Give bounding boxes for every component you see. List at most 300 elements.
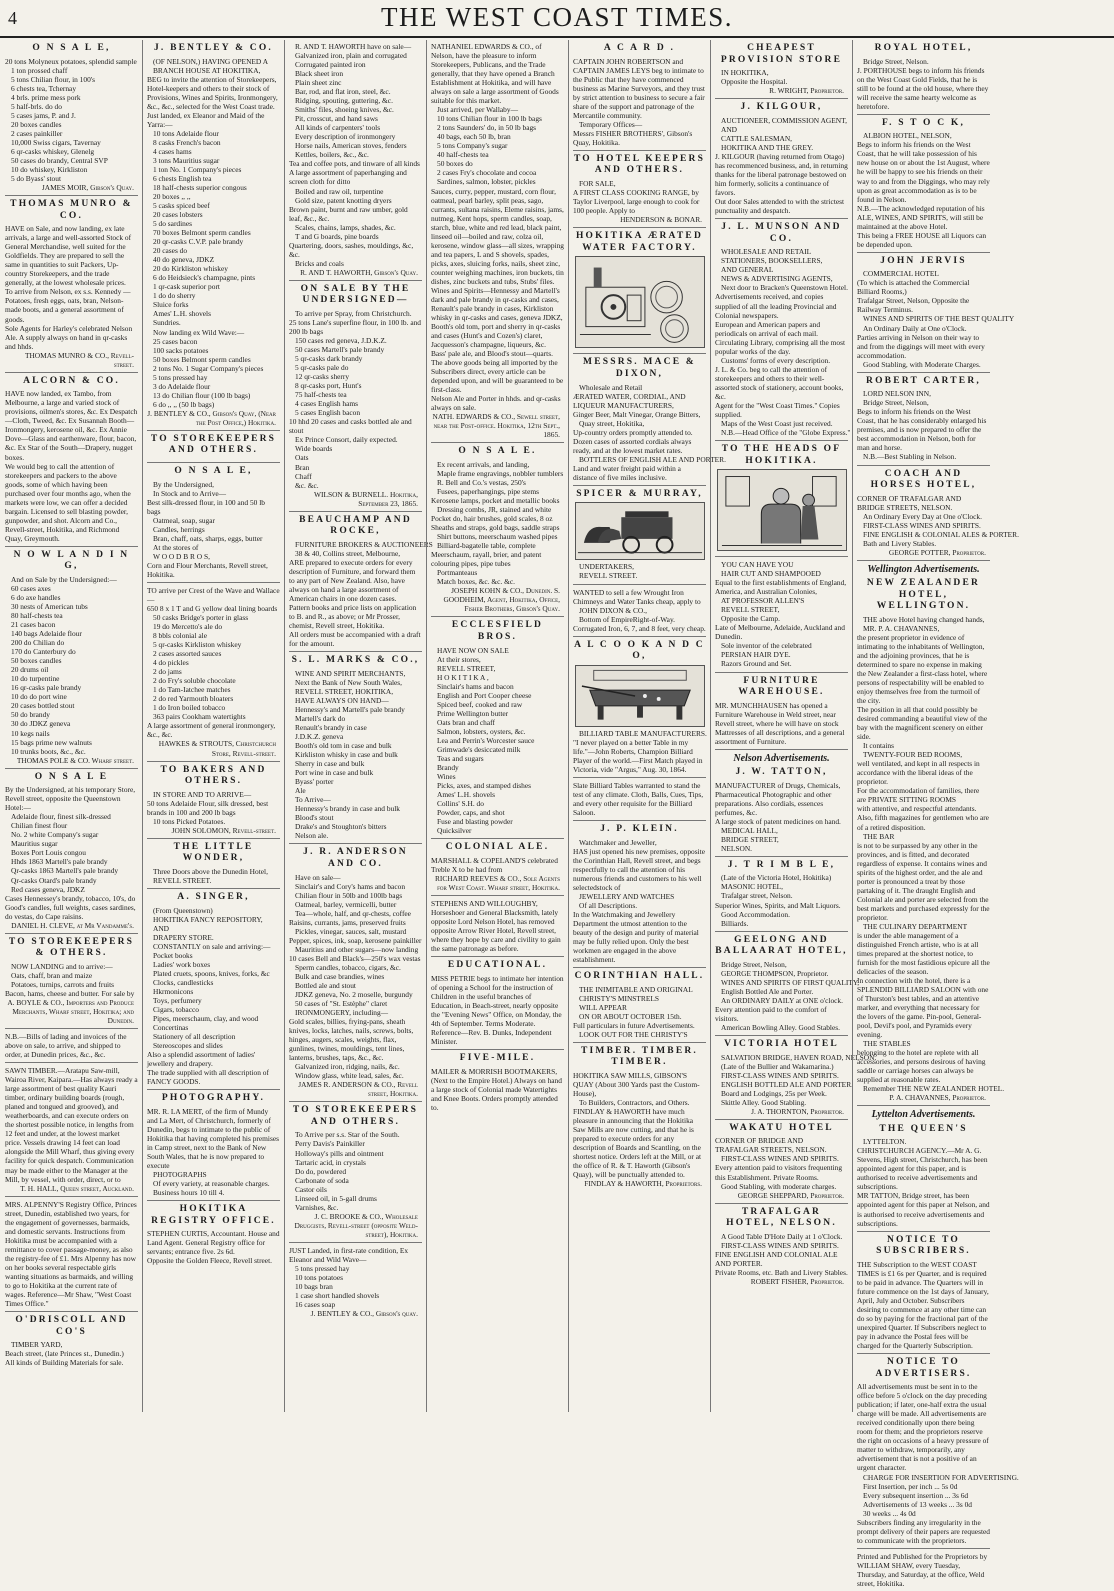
ad-text-line: Brandy xyxy=(437,763,459,773)
column-6 xyxy=(712,40,877,1412)
ad-text-line: 150 cases red geneva, J.D.K.Z. xyxy=(295,336,387,346)
ad-text-line: Corrugated Iron, 6, 7, and 8 feet, very cheap. xyxy=(573,623,706,633)
ad-heading-o-n-s-a-l-e: O N S A L E. xyxy=(458,446,537,457)
ad-text-line: BEG to invite the attention of Storekeepers, Hotel-keepers and others to their stock of Provisions, Wines and Spirits, Ironmongery, &c., &c., selected for the West Coast trade. xyxy=(147,74,278,111)
ad-text-line: 18 half-chests superior congous xyxy=(153,183,247,193)
ad-text-line: 12 qr-casks sherry xyxy=(295,372,350,382)
ad-text-line: 30 nests of American tubs xyxy=(11,602,88,612)
ad-text-line: 5 tons Company's sugar xyxy=(437,141,508,151)
ad-signature: THOMAS MUNRO & CO., Revell-street. xyxy=(24,350,134,369)
ad-text-line: YOU CAN HAVE YOU xyxy=(721,560,794,570)
advertisement xyxy=(857,43,990,115)
ad-text-line: Smiths' files, shoeing knives, &c. xyxy=(295,105,394,115)
ad-text-line: Varnishes, &c. xyxy=(295,1202,339,1212)
ad-text-line: 5 casks spiced beef xyxy=(153,201,210,211)
ad-text-line: ENGLISH BOTTLED ALE AND PORTER. xyxy=(721,1079,853,1089)
ad-text-line: Plain sheet zinc xyxy=(295,78,342,88)
ad-text-line: Ames' L.H. shovels xyxy=(153,309,211,319)
ad-text-line: 10,000 Swiss cigars, Tavernay xyxy=(11,137,101,147)
ad-text-line: 50 do brandy xyxy=(11,710,50,720)
advertisement xyxy=(857,1235,990,1354)
ad-text-line: Wines and Spirits—Hennessy and Martell's dark and pale brandy in qr-casks and cases, Renault's pale brandy in cases, Kirkliston whisky in qr-casks and cases, geneva JDKZ, Booth's old tom, port and sherry in qr-casks and cases (Hunt's and Cozen's) claret, Jacquesson's champagne, liqueurs, &c. xyxy=(431,285,563,350)
ad-heading-to-hotel-keepers-and-others: TO HOTEL KEEPERS AND OTHERS. xyxy=(573,153,706,176)
ad-text-line: To arrive per Spray, from Christchurch. xyxy=(295,308,412,318)
ad-text-line: Potatoes, turnips, carrots and fruits xyxy=(11,979,115,989)
ad-text-line: Opposite the Camp. xyxy=(721,614,780,624)
ad-text-line: Tea—whole, half, and qr-chests, coffee xyxy=(295,908,411,918)
ad-text-line: N.B.—Head Office of the "Globe Express." xyxy=(721,427,851,437)
ad-signature: JOSEPH KOHN & CO., Dunedin. S. GOODHEIM, Agent, Hokitika, Office, Fisher Brothers, Gibson's Quay. xyxy=(443,586,560,614)
ad-heading-messrs-mace-dixon: MESSRS. MACE & DIXON, xyxy=(583,357,696,379)
ad-text-line: BILLIARD TABLE MANUFACTURERS. xyxy=(579,728,707,738)
advertisement xyxy=(857,1109,990,1231)
advertisement xyxy=(431,899,564,957)
ad-text-line: 10 bags bran xyxy=(295,1281,333,1291)
masthead xyxy=(0,0,1114,38)
ad-text-line: LYTTELTON. xyxy=(863,1137,907,1147)
ad-text-line: 5 cases jams, P. and J. xyxy=(11,110,76,120)
ad-text-line: Quay street, Hokitika, xyxy=(579,418,645,428)
ad-signature: DANIEL H. CLEVE, at Mr Vandamme's. xyxy=(11,920,134,930)
advertisement xyxy=(147,1093,280,1201)
ad-text-line: NATHANIEL EDWARDS & CO., of Nelson, have the pleasure to inform Storekeepers, Publicans, and the Trade generally, that they have opened a Branch Establishment at Hokitika, and will have always on sale a large assortment of Goods suitable for this market. xyxy=(431,42,559,106)
ad-text-line: An ORDINARY DAILY at ONE o'clock. xyxy=(721,995,843,1005)
ad-text-line: Bulk and case brandies, wines xyxy=(295,971,385,981)
ad-text-line: Clocks, candlesticks xyxy=(153,977,214,987)
ad-signature: JAMES MOIR, Gibson's Quay. xyxy=(41,183,134,193)
ad-text-line: Next the Bank of New South Wales, xyxy=(295,677,403,687)
ad-heading-beauchamp-and-rocke: BEAUCHAMP AND ROCKE, xyxy=(299,514,412,537)
ad-text-line: Billiards. xyxy=(721,918,749,928)
ad-text-line: Dressing combs, JR, stained and white xyxy=(437,505,552,515)
advertisement xyxy=(5,1032,138,1063)
ad-text-line: IN HOKITIKA, xyxy=(721,68,769,78)
ad-text-line: FIRST-CLASS WINES AND SPIRITS. xyxy=(721,1240,839,1250)
ad-text-line: Quicksilver xyxy=(437,826,472,836)
ad-text-line: FINDLAY & HAWORTH have much pleasure in announcing that the Hokitika Saw Mills are now cutting, and that he is prepared to execute orders for any description of Boards and Scantling, on the shortest notice. Orders left at the Mill, or at the office of R. & T. Haworth (Gibson's Quay), will be punctually attended to. xyxy=(573,1107,702,1180)
ad-text-line: 2 tons Saunders' do, in 50 lb bags xyxy=(437,123,537,133)
ad-text-line: TO arrive per Crest of the Wave and Wallace— xyxy=(147,585,280,604)
ad-text-line: BOTTLERS OF ENGLISH ALE AND PORTER. xyxy=(579,454,726,464)
ad-heading-furniture-warehouse: FURNITURE WAREHOUSE. xyxy=(738,675,825,698)
ad-text-line: Superior Wines, Spirits, and Malt Liquors. xyxy=(715,900,841,910)
column-rule xyxy=(284,40,285,1412)
ad-text-line: 16 qr-casks pale brandy xyxy=(11,683,82,693)
ad-text-line: Pit, crosscut, and hand saws xyxy=(295,114,378,124)
ad-text-line: well ventilated, and kept in all respects in accordance with the liberal ideas of the proprietor. xyxy=(857,759,980,787)
advertisement xyxy=(431,42,564,443)
ad-text-line: H O K I T I K A , xyxy=(437,672,489,682)
ad-text-line: STEPHENS AND WILLOUGHBY, Horseshoer and General Blacksmith, lately opposite Lord Nelson Hotel, has removed opposite Arrow River Hotel, Revell street, where they hope by care and civility to gain the same patronage as before. xyxy=(431,899,561,954)
ad-signature: P. A. CHAVANNES, Proprietor. xyxy=(889,1093,986,1103)
ad-text-line: Have on sale— xyxy=(295,872,341,882)
ad-text-line: By the Undersigned, xyxy=(153,479,214,489)
ad-text-line: 6 chests tea, Tchernay xyxy=(11,83,77,93)
column-rule xyxy=(426,40,427,1412)
ad-text-line: 40 do geneva, JDKZ xyxy=(153,255,215,265)
ad-text-line: A large stock of patent medicines on hand. xyxy=(715,816,841,826)
ad-text-line: 3 tons Mauritius sugar xyxy=(153,155,220,165)
ad-text-line: Private Rooms, etc. Bath and Livery Stables. xyxy=(715,1267,848,1277)
ad-text-line: Grimwade's desiccated milk xyxy=(437,744,521,754)
advertisement xyxy=(715,934,860,1036)
ad-heading-coach-and-horses-hotel: COACH AND HORSES HOTEL, xyxy=(870,468,977,491)
ad-text-line: Advertisements received, and copies supplied of all the leading Provincial and Colonial newspapers. xyxy=(715,292,837,320)
ad-text-line: Opposite the Hospital. xyxy=(721,77,788,87)
ad-text-line: Land and water freight paid within a distance of five miles inclusive. xyxy=(573,463,681,482)
advertisement xyxy=(715,444,848,557)
ad-text-line: Corrugated painted iron xyxy=(295,60,366,70)
ad-text-line: 1 qr-cask superior port xyxy=(153,282,220,292)
advertisement xyxy=(289,1105,422,1243)
ad-text-line: Hennessy's and Martell's pale brandy xyxy=(295,704,405,714)
ad-text-line: Sheaths and straps, gold bags, saddle straps xyxy=(431,523,560,533)
advertisement xyxy=(147,842,280,889)
ad-heading-trafalgar-hotel-nelson: TRAFALGAR HOTEL, NELSON. xyxy=(726,1206,837,1229)
ad-text-line: FURNITURE BROKERS & AUCTIONEERS xyxy=(295,539,433,549)
ad-text-line: Pattern books and price lists on application to B. and R., as above; or Mr Prosser, chemist, Revell street, Hokitika. xyxy=(289,603,417,631)
ad-text-line: Every attention paid to visitors frequenting this Establishment. Private Rooms. xyxy=(715,1163,843,1182)
ad-text-line: Watchmaker and Jeweller, xyxy=(579,837,657,847)
ad-text-line: Agent for the "West Coast Times." Copies supplied. xyxy=(715,400,840,419)
ad-heading-geelong-and-ballaarat-hotel: GEELONG AND BALLAARAT HOTEL, xyxy=(715,934,848,957)
advertisement xyxy=(573,357,726,486)
ad-text-line: WANTED to sell a few Wrought Iron Chimneys and Water Tanks cheap, apply to xyxy=(573,587,701,606)
ad-text-line: 10 do whiskey, Kirkliston xyxy=(11,164,88,174)
ad-text-line: is under the able management of a distinguished French artiste, who is at all times prepared at the shortest notice, to furnish for the most fastidious epicure all the delicacies of the season. xyxy=(857,930,990,977)
ad-text-line: 20 cases lobsters xyxy=(153,210,203,220)
ad-text-line: Good Stabling, with moderate charges. xyxy=(721,1181,837,1191)
ad-signature: HENDERSON & BONAR. xyxy=(620,215,702,225)
ad-text-line: CORNER OF BRIDGE AND TRAFALGAR STREETS, NELSON. xyxy=(715,1136,827,1155)
ad-heading-j-p-klein: J. P. KLEIN. xyxy=(600,824,679,835)
advertisement xyxy=(857,376,990,466)
ad-text-line: LORD NELSON INN, xyxy=(863,389,931,399)
ad-text-line: Ex Prince Consort, daily expected. xyxy=(295,435,398,445)
ad-text-line: Printed and Published for the Proprietors by WILLIAM SHAW, every Tuesday, Thursday, and Saturday, at the office, Weld street, Hokitika. xyxy=(857,1551,988,1588)
ad-heading-o-driscoll-and-co-s: O'DRISCOLL AND CO'S xyxy=(15,1314,128,1337)
ad-heading-j-bentley-co: J. BENTLEY & CO. xyxy=(153,43,274,53)
ad-text-line: Mauritius and other sugars—now landing xyxy=(295,944,419,954)
ad-text-line: Boxes Port Louis congou xyxy=(11,848,86,858)
advertisement xyxy=(147,43,280,431)
ad-text-line: Customs' forms of every description. xyxy=(721,355,831,365)
column-1 xyxy=(2,40,141,1412)
ad-heading-s-l-marks-co: S. L. MARKS & CO., xyxy=(291,655,420,666)
ad-text-line: Pocket do, hair brushes, gold scales, 8 oz xyxy=(431,514,553,524)
ad-text-line: 6 qr-casks whiskey, Glenelg xyxy=(11,146,95,156)
ad-text-line: NEWS & ADVERTISING AGENTS, xyxy=(721,274,833,284)
ad-text-line: UNDERTAKERS, xyxy=(579,562,635,572)
ad-text-line: Bridge Street, Nelson. xyxy=(863,56,929,66)
ad-text-line: In Stock and to Arrive— xyxy=(153,488,227,498)
ad-text-line: HOKITIKA SAW MILLS, GIBSON'S QUAY (About 300 Yards past the Custom-House), xyxy=(573,1071,700,1099)
advertisement xyxy=(147,765,280,839)
advertisement xyxy=(573,43,706,151)
ad-text-line: Drake's and Stoughton's bitters xyxy=(295,822,387,832)
ad-text-line: Just landed, ex Eleanor and Maid of the Yarra:— xyxy=(147,110,265,129)
ad-text-line: 6 chests English tea xyxy=(153,173,212,183)
ad-text-line: 19 do Mercetto's ale do xyxy=(153,622,223,632)
ad-heading-colonial-ale: COLONIAL ALE. xyxy=(445,842,550,853)
advertisement xyxy=(715,1039,877,1120)
ad-text-line: An Ordinary Every Day at One o'Clock. xyxy=(863,511,982,521)
barber-illustration xyxy=(717,469,847,551)
ad-text-line: It contains xyxy=(863,741,894,751)
ad-signature: ROBERT FISHER, Proprietor. xyxy=(750,1276,844,1286)
ad-text-line: Equal to the first establishments of England, America, and Australian Colonies, xyxy=(715,578,847,597)
ad-text-line: 50 cases Martell's pale brandy xyxy=(295,345,385,355)
ad-text-line: 1 case short handled shovels xyxy=(295,1290,380,1300)
ad-text-line: with attentive, and respectful attendants. xyxy=(857,804,977,814)
ad-text-line: NOW LANDING and to arrive:— xyxy=(11,961,113,971)
ad-text-line: MISS PETRIE begs to intimate her intention of opening a School for the instruction of Children in the useful branches of Education, in Beach-street, nearly opposite the "Evening News" Office, on Monday, the 4th of September. Terms Moderate. Reference—Rev. B. Dunks, Independent Minister. xyxy=(431,973,564,1046)
ad-text-line: Oatmeal, barley, vermicelli, butter xyxy=(295,899,397,909)
advertisement xyxy=(857,563,1005,1107)
ad-text-line: WINES AND SPIRITS OF THE BEST QUALITY xyxy=(863,314,1015,324)
ad-text-line: 6 do Heidsieck's champagne, pints xyxy=(153,273,256,283)
ad-text-line: Red cases geneva, JDKZ xyxy=(11,884,85,894)
ad-text-line: Ale xyxy=(295,786,306,796)
ad-text-line: To Arrive— xyxy=(295,795,331,805)
ad-text-line: R. AND T. HAWORTH have on sale— xyxy=(295,42,412,51)
ad-text-line: Razors Ground and Set. xyxy=(721,659,792,669)
ad-text-line: N.B.—Bills of lading and invoices of the above on sale, to arrive, and shipped to order, at Dunedin prices, &c., &c. xyxy=(5,1032,127,1060)
ad-text-line: Bran, chaff, oats, sharps, eggs, butter xyxy=(153,533,263,543)
ad-text-line: All kinds of Building Materials for sale. xyxy=(5,1358,124,1368)
ad-text-line: Meerschaum, rayall, brier, and patent colouring pipes, pipe tubes xyxy=(431,550,542,569)
ad-text-line: Fuse and blasting powder xyxy=(437,817,513,827)
ad-text-line: GEORGE THOMPSON, Proprietor. xyxy=(721,968,829,978)
ad-text-line: CONSTANTLY on sale and arriving:— xyxy=(153,941,271,951)
ad-text-line: 40 bags, each 50 lb, bran xyxy=(437,132,511,142)
ad-text-line: 10 kegs nails xyxy=(11,728,50,738)
column-rule xyxy=(710,40,711,1412)
ad-text-line: Prime Wellington butter xyxy=(437,708,509,718)
ad-text-line: CORNER OF TRAFALGAR AND BRIDGE STREETS, NELSON. xyxy=(857,493,962,512)
ad-text-line: REVELL STREET, HOKITIKA, xyxy=(295,686,394,696)
ad-text-line: ARE prepared to execute orders for every description of Furniture, and forward them to any part of New Zealand. Also, have always on hand a large assortment of American chairs in one dozen cases. xyxy=(289,557,416,603)
ad-heading-robert-carter: ROBERT CARTER, xyxy=(866,375,981,386)
ad-signature: R. AND T. HAWORTH, Gibson's Quay. xyxy=(300,267,418,277)
ad-text-line: Sinclair's and Cory's hams and bacon xyxy=(295,881,406,891)
section-heading: Wellington Advertisements. xyxy=(867,563,980,575)
ad-text-line: The position in all that could possibly be desired commanding a beautiful view of the bay with the magnificent scenery on either side. xyxy=(857,705,988,742)
ad-text-line: At the stores of xyxy=(153,542,199,552)
ad-text-line: HAIR CUT AND SHAMPOOED xyxy=(721,569,821,579)
ad-text-line: HAVE on Sale, and now landing, ex late arrivals, a large and well-assorted Stock of General Merchandise, well suited for the Goldfields. They are prepared to sell the same in quantities to suit Packers, Up-country Storekeepers, and the trade generally, at the lowest wholesale prices. xyxy=(5,224,132,288)
ad-text-line: Maple frame engravings, nobbler tumblers xyxy=(437,468,564,478)
ad-text-line: Chilian flour in 50lb and 100lb bags xyxy=(295,890,403,900)
ad-text-line: 30 weeks ... 4s 0d xyxy=(863,1508,916,1518)
ad-text-line: STATIONERS, BOOKSELLERS, xyxy=(721,256,823,266)
ad-heading-j-t-r-i-m-b-l-e: J. T R I M B L E, xyxy=(727,859,836,870)
ad-text-line: Best silk-dressed flour, in 100 and 50 lb bags xyxy=(147,497,265,516)
ad-text-line: 5 do Byass' stout xyxy=(11,173,61,183)
ad-text-line: WINES AND SPIRITS OF FIRST QUALITY, xyxy=(721,977,860,987)
ad-text-line: Sole Agents for Harley's celebrated Nelson Ale. A supply always on hand in qr-casks and hhds. xyxy=(5,323,133,351)
ad-text-line: Pocket books xyxy=(153,950,193,960)
ad-signature: NATH. EDWARDS & CO., Sewell street, near the Post-office. Hokitika, 12th Sept., 1865. xyxy=(432,412,560,440)
ad-text-line: THE INIMITABLE AND ORIGINAL xyxy=(579,984,693,994)
ad-text-line: NELSON. xyxy=(721,843,752,853)
ad-text-line: Advertisements of 13 weeks ... 3s 0d xyxy=(863,1499,972,1509)
ad-text-line: Chilian finest flour xyxy=(11,821,68,831)
ad-heading-the-queen-s: THE QUEEN'S xyxy=(879,1123,968,1134)
ad-text-line: And on Sale by the Undersigned:— xyxy=(11,574,117,584)
ad-heading-timber-timber-timber: TIMBER. TIMBER. TIMBER. xyxy=(580,1045,699,1068)
ad-text-line: All orders must be accompanied with a draft for the amount. xyxy=(289,630,421,649)
advertisement xyxy=(289,514,433,653)
advertisement xyxy=(431,620,564,839)
ad-text-line: Do do, powdered xyxy=(295,1166,347,1176)
ad-signature: RICHARD REEVES & CO., Sole Agents for West Coast. Wharf street, Hokitika. xyxy=(434,873,560,892)
ad-text-line: PHOTOGRAPHS xyxy=(153,1170,207,1180)
ad-text-line: Candles, herrings xyxy=(153,524,205,534)
ad-heading-to-bakers-and-others: TO BAKERS AND OTHERS. xyxy=(160,764,267,787)
ad-text-line: Port wine in case and bulk xyxy=(295,768,374,778)
advertisement xyxy=(715,1207,848,1289)
advertisement xyxy=(5,772,138,934)
ad-text-line: Stereoscopes and slides xyxy=(153,1041,223,1051)
ad-text-line: Nelson ale. xyxy=(295,831,329,841)
ad-text-line: 50 boxes do xyxy=(437,159,473,169)
ad-signature: J. A. THORNTON, Proprietor. xyxy=(751,1106,844,1116)
ad-text-line: 4 do pickles xyxy=(153,658,189,668)
ad-text-line: THE CULINARY DEPARTMENT xyxy=(863,921,968,931)
ad-text-line: 1 do Tam-Iatchee matches xyxy=(153,685,231,695)
advertisement xyxy=(431,446,564,617)
ad-text-line: JDKZ geneva, No. 2 moselle, burgundy xyxy=(295,989,413,999)
advertisement xyxy=(5,43,138,196)
advertisement xyxy=(573,971,706,1043)
ad-heading-hokitika-registry-office: HOKITIKA REGISTRY OFFICE. xyxy=(151,1204,276,1226)
ad-text-line: WHOLESALE AND RETAIL xyxy=(721,247,812,257)
ad-text-line: IRONMONGERY, including— xyxy=(295,1007,389,1017)
ad-text-line: Circulating Library, comprising all the most popular works of the day. xyxy=(715,337,846,356)
advertisement xyxy=(715,222,851,441)
ad-text-line: Every description of ironmongery xyxy=(295,132,396,142)
advertisement xyxy=(857,1357,1019,1549)
billiard-illustration xyxy=(575,665,705,727)
ad-text-line: 20 tons Molyneux potatoes, splendid sample xyxy=(5,56,137,66)
ad-text-line: Collins' S.H. do xyxy=(437,799,484,809)
ad-text-line: Next door to Bracken's Queenstown Hotel. xyxy=(721,283,848,293)
ad-heading-o-n-s-a-l-e: O N S A L E, xyxy=(32,43,111,53)
ad-text-line: In the Watchmaking and Jewellery Department the utmost attention to the beauty of the design and purity of material may be fully relied upon. Only the best workmen are engaged in the above establishment. xyxy=(573,909,699,965)
ad-text-line: HOKITIKA AND THE GREY. xyxy=(721,142,814,152)
ad-text-line: 50 casks Bridge's porter in glass xyxy=(153,613,249,623)
ad-text-line: LOOK OUT FOR THE CHRISTY'S xyxy=(579,1029,688,1039)
ad-text-line: MR. P. A. CHAVANNES, xyxy=(863,623,940,633)
ad-heading-hokitika-rated-water-factory: HOKITIKA ÆRATED WATER FACTORY. xyxy=(575,231,704,253)
ad-text-line: 16 cases soap xyxy=(295,1300,336,1310)
ad-heading-educational: EDUCATIONAL. xyxy=(447,960,548,971)
ad-text-line: 10 do do port wine xyxy=(11,692,67,702)
ad-text-line: Begs to inform his friends on the West Coast, that he will take possession of his new house on or about the 1st August, where he will be happy to see his friends on their way to and from the Diggings, who may rely upon as great accommodation as is to be found in Nelson. xyxy=(857,140,990,204)
ad-text-line: Perry Davis's Painkiller xyxy=(295,1139,365,1149)
ad-text-line: 80 half-chests tea xyxy=(11,611,63,621)
ad-text-line: 5 tons pressed hay xyxy=(295,1263,350,1273)
ad-text-line: REVELL STREET. xyxy=(153,876,212,886)
ad-text-line: Mauritius sugar xyxy=(11,839,58,849)
ad-text-line: 10 trunks boots, &c., &c. xyxy=(11,746,86,756)
advertisement xyxy=(857,118,990,253)
ad-text-line: Beach street, (late Princes st., Dunedin.) xyxy=(5,1349,124,1359)
ad-signature: WILSON & BURNELL. Hokitika, September 23, 1865. xyxy=(314,489,418,508)
ad-text-line: Bricks and coals xyxy=(295,258,344,268)
ad-text-line: Oats xyxy=(295,453,309,463)
ad-text-line: 2 cases Fry's chocolate and cocoa xyxy=(437,168,537,178)
ad-text-line: REVELL STREET, xyxy=(721,605,780,615)
ad-text-line: At their stores, xyxy=(437,654,481,664)
ad-text-line: Teas and sugars xyxy=(437,754,484,764)
ad-text-line: IN STORE AND TO ARRIVE— xyxy=(153,789,252,799)
advertisement xyxy=(5,1200,138,1312)
ad-text-line: Cigars, tobacco xyxy=(153,1004,199,1014)
ad-text-line: 10 tons Adelaide flour xyxy=(153,128,219,138)
ad-text-line: Spiced beef, cooked and raw xyxy=(437,699,523,709)
ad-text-line: BRANCH HOUSE AT HOKITIKA, xyxy=(153,65,261,75)
ad-text-line: JEWELLERY AND WATCHES xyxy=(579,891,675,901)
advertisement xyxy=(5,199,138,373)
advertisement xyxy=(715,676,848,750)
ad-text-line: Horse nails, American stoves, fenders xyxy=(295,141,407,151)
ad-text-line: Martell's dark do xyxy=(295,713,346,723)
ad-text-line: MEDICAL HALL, xyxy=(721,825,778,835)
ad-text-line: 6 do axe handles xyxy=(11,593,61,603)
ad-text-line: Oats, chaff, bran and maize xyxy=(11,970,93,980)
ad-heading-wakatu-hotel: WAKATU HOTEL xyxy=(729,1122,834,1133)
ad-text-line: Bar, rod, and flat iron, steel, &c. xyxy=(295,87,391,97)
newspaper-title: THE WEST COAST TIMES. xyxy=(380,2,734,32)
ad-text-line: HAVE now landed, ex Tambo, from Melbourne, a large and varied stock of provisions, oilmen's stores, &c. Ex Despatch—Cloth, Tweed, &c. Ex Susannah Booth—Ironmongery, kerosene oil, &c. Ex Annie Dove—Glass and earthenware, flour, bacon, &c. Ex Star of the South—Drapery, nugget boxes. xyxy=(5,389,138,462)
ad-text-line: Salmon, lobsters, oysters, &c. xyxy=(437,726,526,736)
ad-text-line: HAVE ALWAYS ON HAND— xyxy=(295,695,389,705)
ad-text-line: Ex recent arrivals, and landing, xyxy=(437,459,530,469)
ad-text-line: Messrs FISHER BROTHERS', Gibson's Quay, Hokitika. xyxy=(573,128,693,147)
advertisement xyxy=(289,1246,422,1321)
ad-text-line: Quartering, doors, sashes, mouldings, &c, &c. xyxy=(289,240,414,259)
ad-text-line: Trafalgar street, Nelson. xyxy=(721,891,793,901)
ad-text-line: Opposite the Golden Fleece, Revell street. xyxy=(147,1256,272,1266)
ad-heading-royal-hotel: ROYAL HOTEL, xyxy=(874,43,973,53)
ad-heading-o-n-s-a-l-e: O N S A L E, xyxy=(174,466,253,477)
ad-signature: A. BOYLE & CO., Importers and Produce Merchants, Wharf street, Hokitika; and Dunedin. xyxy=(7,997,134,1026)
ad-text-line: Up-country orders promptly attended to. Dozen cases of assorted cordials always ready, and at the lowest market rates. xyxy=(573,427,693,455)
ad-text-line: Hhds 1863 Martell's pale brandy xyxy=(11,857,108,867)
ad-text-line: All kinds of carpenters' tools xyxy=(295,123,381,133)
ad-text-line: Match boxes, &c. &c. &c. xyxy=(437,577,515,587)
ad-text-line: MR TATTON, Bridge street, has been appointed agent for this paper at Nelson, and is authorised to receive advertisements and subscriptions. xyxy=(857,1191,990,1228)
ad-text-line: TWENTY-FOUR BED ROOMS, xyxy=(863,750,963,760)
ad-text-line: FOR SALE, xyxy=(579,179,616,189)
ad-text-line: ÆRATED WATER, CORDIAL, AND LIQUEUR MANUFACTURERS, xyxy=(573,391,686,410)
ad-text-line: DRAPERY STORE. xyxy=(153,932,214,942)
ad-text-line: CATTLE SALESMAN, xyxy=(721,133,793,143)
ad-text-line: J. KILGOUR (having returned from Otago) has recommenced business, and, in returning thanks for the liberal patronage bestowed on him formerly, solicits a continuance of favors. xyxy=(715,151,848,198)
advertisement xyxy=(289,284,422,512)
ad-text-line: Billiard-bagatelle table, complete xyxy=(437,541,536,551)
ad-text-line: JOHN DIXON & CO., xyxy=(579,605,647,615)
ad-text-line: 10 tons Picked Potatoes. xyxy=(153,816,226,826)
column-rule xyxy=(568,40,569,1412)
ad-text-line: 2 tons No. 1 Sugar Company's pieces xyxy=(153,363,264,373)
ad-text-line: 50 tons Adelaide Flour, silk dressed, best brands in 100 and 200 lb bags xyxy=(147,798,269,817)
ad-signature: J. C. BROOKE & CO., Wholesale Druggists, Revell-street (opposite Weld-street), Hokitika. xyxy=(294,1211,418,1239)
ad-text-line: Subscribers finding any irregularity in the prompt delivery of their papers are requested to communicate with the proprietors. xyxy=(857,1517,990,1545)
ad-text-line: SALVATION BRIDGE, HAVEN ROAD, NELSON. xyxy=(721,1052,877,1062)
